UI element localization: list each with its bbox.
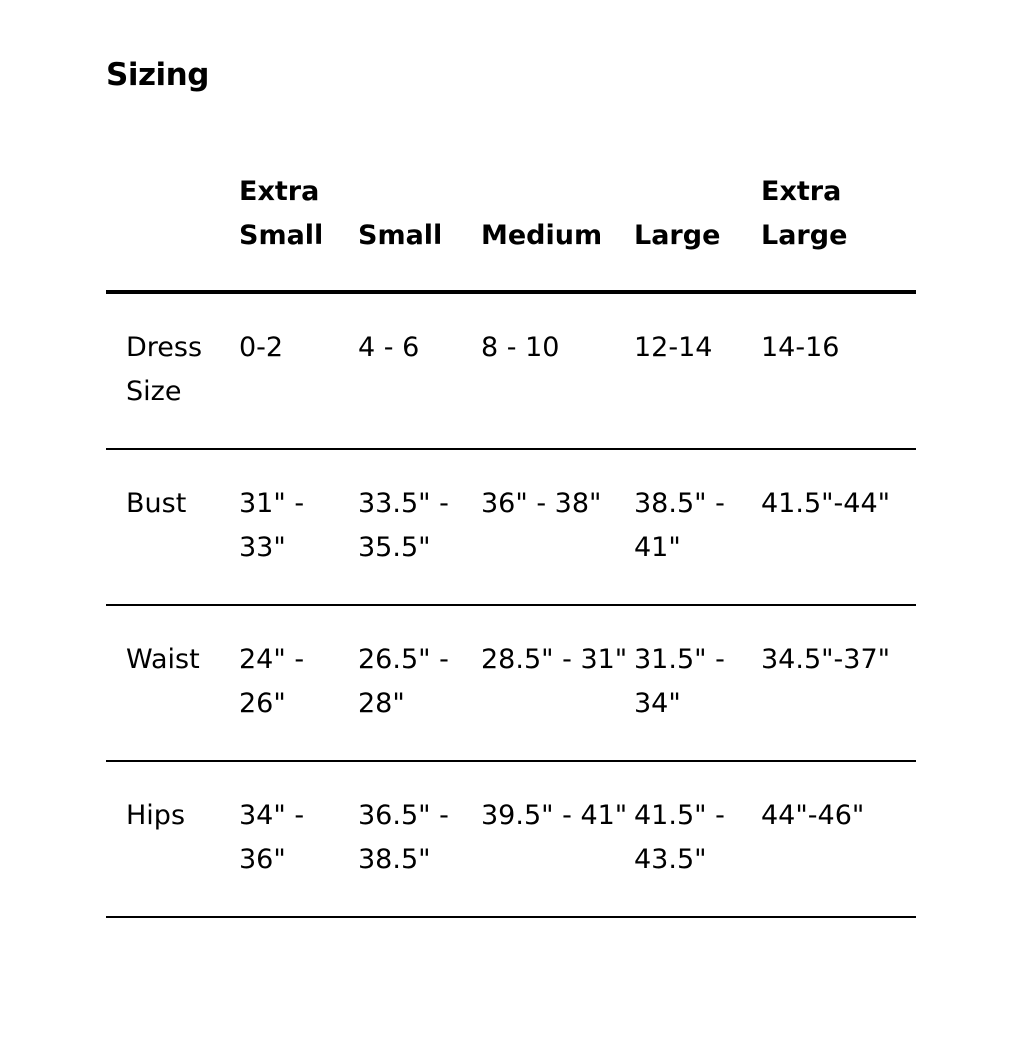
header-cell-medium: Medium — [481, 170, 634, 292]
table-cell: 31" - 33" — [239, 449, 358, 605]
table-row-bust — [106, 449, 916, 605]
table-cell: 28.5" - 31" — [481, 605, 634, 761]
table-header-row — [106, 170, 916, 292]
table-cell: 26.5" - 28" — [358, 605, 481, 761]
table-cell: 14-16 — [761, 292, 916, 449]
header-cell-empty — [106, 170, 239, 292]
header-cell-large: Large — [634, 170, 761, 292]
table-cell: 12-14 — [634, 292, 761, 449]
table-cell: 8 - 10 — [481, 292, 634, 449]
table-cell: 34" - 36" — [239, 761, 358, 917]
row-label: Hips — [106, 761, 239, 917]
table-row-hips — [106, 761, 916, 917]
table-cell: 38.5" - 41" — [634, 449, 761, 605]
table-row-waist — [106, 605, 916, 761]
table-cell: 0-2 — [239, 292, 358, 449]
table-cell: 34.5"-37" — [761, 605, 916, 761]
table-cell: 4 - 6 — [358, 292, 481, 449]
row-label: Dress Size — [106, 292, 239, 449]
page-title: Sizing — [106, 57, 209, 93]
table-row-dress-size — [106, 292, 916, 449]
table-cell: 24" - 26" — [239, 605, 358, 761]
table-cell: 41.5" - 43.5" — [634, 761, 761, 917]
sizing-table — [106, 170, 916, 918]
table-cell: 39.5" - 41" — [481, 761, 634, 917]
table-cell: 36" - 38" — [481, 449, 634, 605]
table-cell: 44"-46" — [761, 761, 916, 917]
table-cell: 41.5"-44" — [761, 449, 916, 605]
header-cell-small: Small — [358, 170, 481, 292]
header-cell-extra-small: Extra Small — [239, 170, 358, 292]
table-cell: 31.5" - 34" — [634, 605, 761, 761]
row-label: Waist — [106, 605, 239, 761]
table-cell: 33.5" - 35.5" — [358, 449, 481, 605]
header-cell-extra-large: Extra Large — [761, 170, 916, 292]
row-label: Bust — [106, 449, 239, 605]
table-cell: 36.5" - 38.5" — [358, 761, 481, 917]
